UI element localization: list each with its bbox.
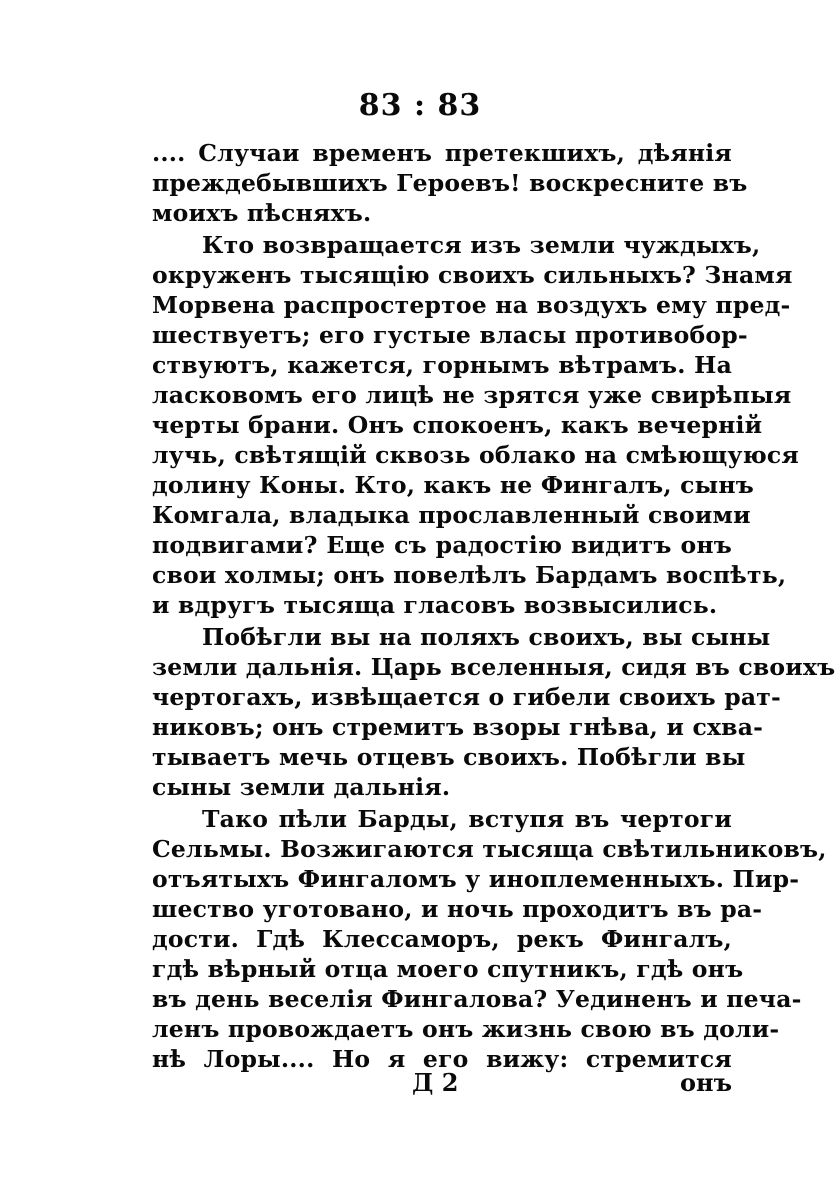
text-line: ленъ провождаетъ онъ жизнь свою въ доли- bbox=[152, 1015, 780, 1043]
text-line: тываетъ мечь отцевъ своихъ. Побѣгли вы bbox=[152, 743, 746, 771]
text-line: никовъ; онъ стремитъ взоры гнѣва, и схва- bbox=[152, 713, 764, 741]
text-line: нѣ Лоры.... Но я его вижу: стремится bbox=[152, 1045, 732, 1073]
text-line: окруженъ тысящію своихъ сильныхъ? Знамя bbox=[152, 261, 793, 289]
text-line: ствуютъ, кажется, горнымъ вѣтрамъ. На bbox=[152, 351, 732, 379]
text-line: Сельмы. Возжигаются тысяща свѣтильниковъ, bbox=[152, 835, 827, 863]
text-line: шествуетъ; его густые власы противобор- bbox=[152, 321, 748, 349]
text-line: Побѣгли вы на поляхъ своихъ, вы сыны bbox=[202, 623, 771, 651]
signature-mark: Д 2 bbox=[412, 1068, 459, 1097]
text-line: шество уготовано, и ночь проходитъ въ ра- bbox=[152, 895, 763, 923]
text-line: земли дальнія. Царь вселенныя, сидя въ своихъ bbox=[152, 653, 836, 681]
text-line: долину Коны. Кто, какъ не Фингалъ, сынъ bbox=[152, 471, 755, 499]
text-line: Кто возвращается изъ земли чуждыхъ, bbox=[202, 231, 761, 259]
text-line: гдѣ вѣрный отца моего спутникъ, гдѣ онъ bbox=[152, 955, 744, 983]
text-line: сыны земли дальнія. bbox=[152, 773, 451, 801]
text-line: Комгала, владыка прославленный своими bbox=[152, 501, 751, 529]
text-line: лучь, свѣтящій сквозь облако на смѣющуюся bbox=[152, 441, 799, 469]
text-line: моихъ пѣсняхъ. bbox=[152, 199, 372, 227]
text-line: подвигами? Еще съ радостію видитъ онъ bbox=[152, 531, 732, 559]
text-line: .... Случаи временъ претекшихъ, дѣянія bbox=[152, 139, 732, 167]
text-line: преждебывшихъ Героевъ! воскресните въ bbox=[152, 169, 748, 197]
text-line: и вдругъ тысяща гласовъ возвысились. bbox=[152, 591, 718, 619]
text-line: свои холмы; онъ повелѣлъ Бардамъ воспѣть, bbox=[152, 561, 787, 589]
catchword: онъ bbox=[680, 1068, 732, 1097]
text-line: Тако пѣли Барды, вступя въ чертоги bbox=[202, 805, 732, 833]
text-line: черты брани. Онъ спокоенъ, какъ вечерній bbox=[152, 411, 763, 439]
text-line: Морвена распростертое на воздухъ ему пред- bbox=[152, 291, 791, 319]
text-line: ласковомъ его лицѣ не зрятся уже свирѣпыя bbox=[152, 381, 792, 409]
page-number-header: 83 : 83 bbox=[358, 88, 482, 123]
text-line: въ день веселія Фингалова? Уединенъ и печа- bbox=[152, 985, 802, 1013]
text-line: чертогахъ, извѣщается о гибели своихъ рат- bbox=[152, 683, 781, 711]
text-line: дости. Гдѣ Клессаморъ, рекъ Фингалъ, bbox=[152, 925, 732, 953]
text-line: отъятыхъ Фингаломъ у иноплеменныхъ. Пир- bbox=[152, 865, 800, 893]
page-footer bbox=[0, 1068, 840, 1102]
